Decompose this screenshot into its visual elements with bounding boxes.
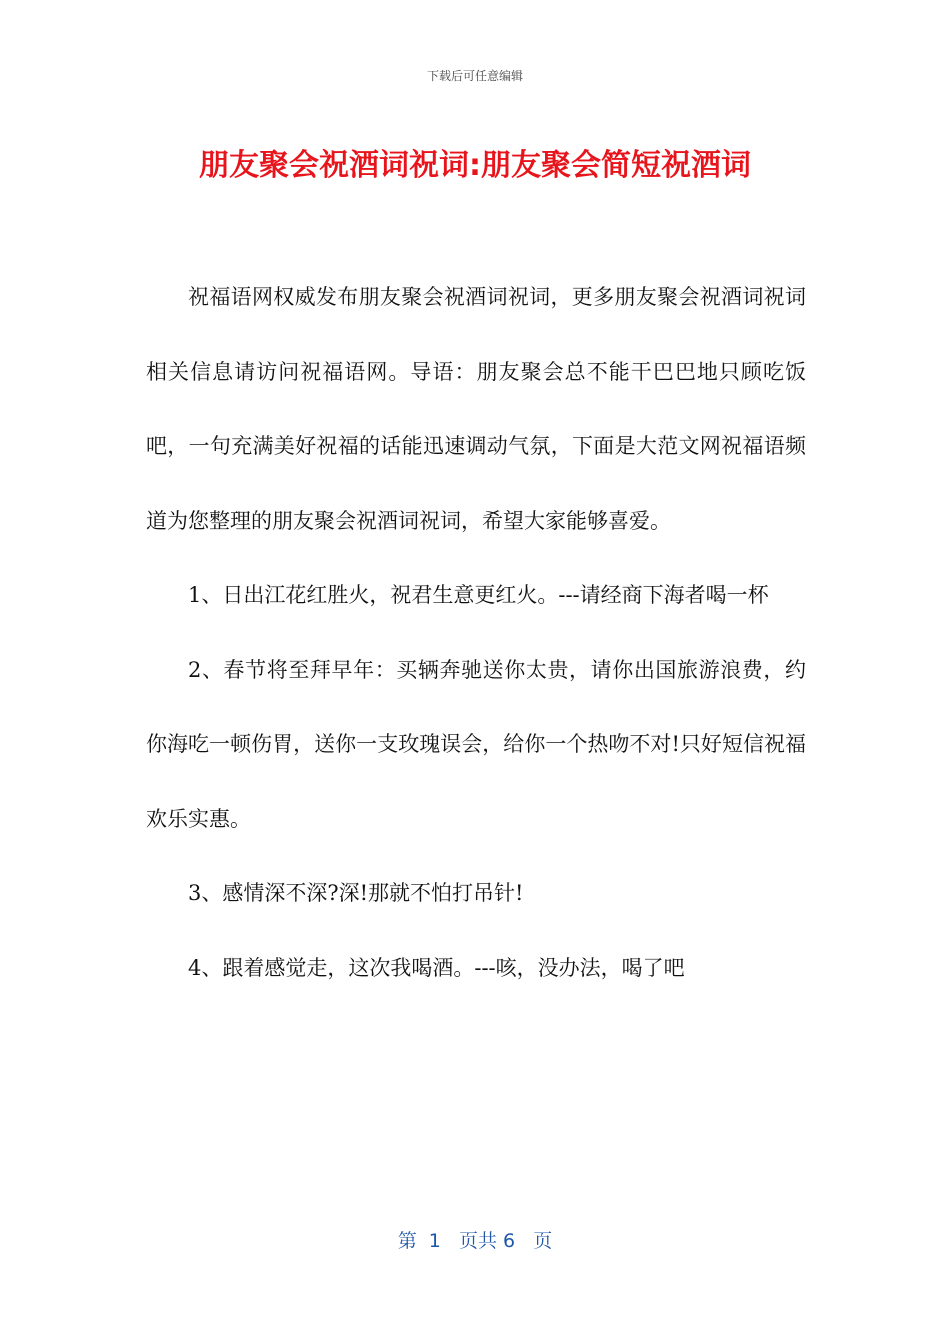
paragraph-intro: 祝福语网权威发布朋友聚会祝酒词祝词，更多朋友聚会祝酒词祝词相关信息请访问祝福语网。导语：朋友聚会总不能干巴巴地只顾吃饭吧，一句充满美好祝福的话能迅速调动气氛，下面是大范文网祝福语频道为您整理的朋友聚会祝酒词祝词，希望大家能够喜爱。 — [146, 285, 806, 533]
paragraph-item-4: 4、跟着感觉走，这次我喝酒。---咳，没办法，喝了吧 — [188, 955, 685, 980]
document-body — [146, 260, 806, 1005]
page-number-footer: 第 1 页共 6 页 — [397, 1230, 553, 1252]
header-note: 下载后可任意编辑 — [426, 69, 523, 83]
paragraph-item-2: 2、春节将至拜早年：买辆奔驰送你太贵，请你出国旅游浪费，约你海吃一顿伤胃，送你一支玫瑰误会，给你一个热吻不对!只好短信祝福欢乐实惠。 — [146, 657, 806, 831]
document-title: 朋友聚会祝酒词祝词:朋友聚会简短祝酒词 — [199, 148, 751, 183]
paragraph-item-1: 1、日出江花红胜火，祝君生意更红火。---请经商下海者喝一杯 — [188, 583, 769, 607]
paragraph-item-3: 3、感情深不深?深!那就不怕打吊针! — [188, 881, 524, 905]
